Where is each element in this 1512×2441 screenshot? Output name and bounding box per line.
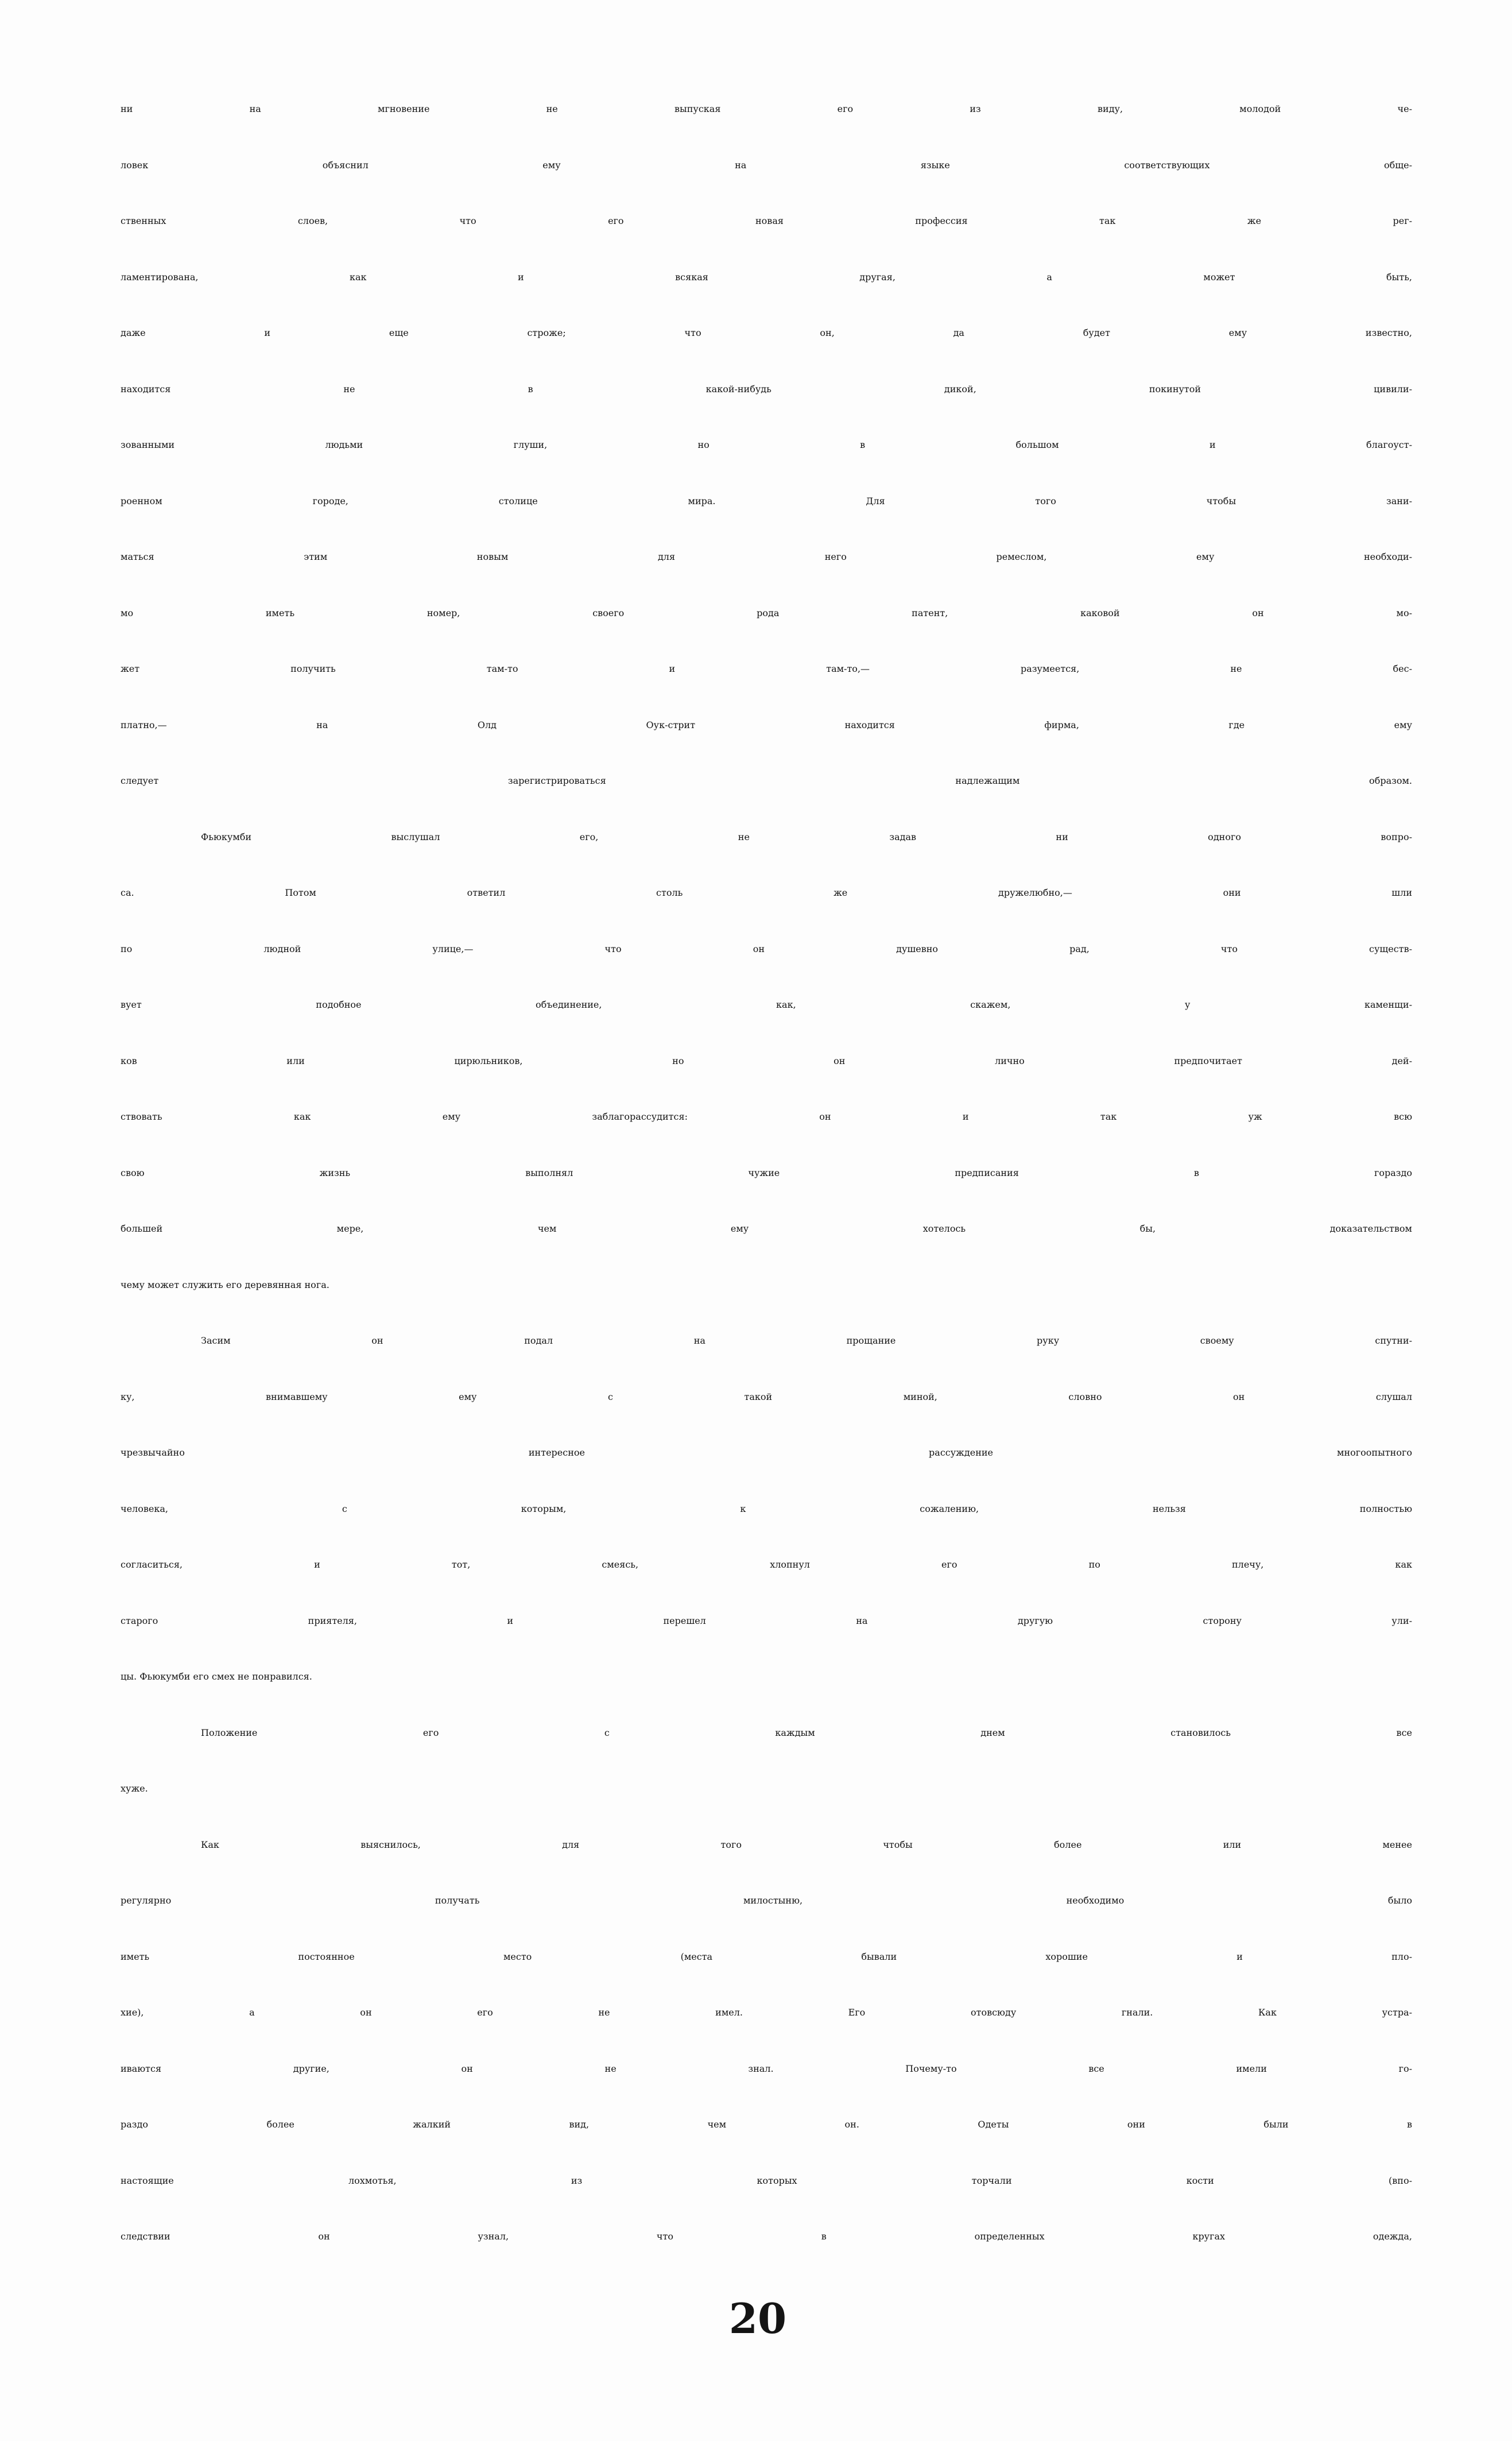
- text-line: свою жизнь выполнял чужие предписания в гораздо: [121, 1167, 1412, 1178]
- text-line: человека, с которым, к сожалению, нельзя полностью: [121, 1503, 1412, 1514]
- paragraph: [121, 1335, 1412, 1727]
- text-line: ствовать как ему заблагорассудится: он и так уж всю: [121, 1111, 1412, 1122]
- text-line: регулярно получать милостыню, необходимо было: [121, 1895, 1412, 1906]
- text-line: чрезвычайно интересное рассуждение многоопытного: [121, 1447, 1412, 1458]
- text-line: вует подобное объединение, как, скажем, у каменщи-: [121, 999, 1412, 1010]
- text-line: платно,— на Олд Оук-стрит находится фирма, где ему: [121, 719, 1412, 730]
- paragraph: [121, 1727, 1412, 1839]
- body-text: [121, 103, 1412, 2287]
- text-line: согласиться, и тот, смеясь, хлопнул его по плечу, как: [121, 1559, 1412, 1570]
- text-line: Как выяснилось, для того чтобы более или менее: [201, 1839, 1412, 1850]
- paragraph: [121, 831, 1412, 1336]
- text-line: ловек объяснил ему на языке соответствующих обще-: [121, 159, 1412, 171]
- page-number: 20: [728, 2294, 787, 2343]
- text-line: зованными людьми глуши, но в большом и благоуст-: [121, 439, 1412, 450]
- text-line: следует зарегистрироваться надлежащим образом.: [121, 775, 1412, 786]
- text-line: старого приятеля, и перешел на другую сторону ули-: [121, 1615, 1412, 1626]
- paragraph: [121, 103, 1412, 831]
- paragraph: [121, 1839, 1412, 2287]
- text-line: ку, внимавшему ему с такой миной, словно он слушал: [121, 1391, 1412, 1402]
- text-line: Фьюкумби выслушал его, не задав ни одного вопро-: [201, 831, 1412, 842]
- text-line: ков или цирюльников, но он лично предпочитает дей-: [121, 1055, 1412, 1066]
- text-line: раздо более жалкий вид, чем он. Одеты они были в: [121, 2119, 1412, 2130]
- text-line: маться этим новым для него ремеслом, ему необходи-: [121, 551, 1412, 562]
- text-line: хуже.: [121, 1783, 148, 1794]
- text-line: цы. Фьюкумби его смех не понравился.: [121, 1671, 312, 1682]
- text-line: роенном городе, столице мира. Для того чтобы зани-: [121, 495, 1412, 506]
- text-line: Положение его с каждым днем становилось все: [201, 1727, 1412, 1738]
- text-line: хие), а он его не имел. Его отовсюду гнали. Как устра-: [121, 2007, 1412, 2018]
- text-line: по людной улице,— что он душевно рад, что существ-: [121, 943, 1412, 954]
- text-line: чему может служить его деревянная нога.: [121, 1279, 329, 1290]
- text-line: са. Потом ответил столь же дружелюбно,— они шли: [121, 887, 1412, 898]
- text-line: Засим он подал на прощание руку своему спутни-: [201, 1335, 1412, 1346]
- text-line: мо иметь номер, своего рода патент, каковой он мо-: [121, 607, 1412, 618]
- text-line: ственных слоев, что его новая профессия так же рег-: [121, 215, 1412, 226]
- text-line: ни на мгновение не выпуская его из виду, молодой че-: [121, 103, 1412, 114]
- text-line: настоящие лохмотья, из которых торчали кости (впо-: [121, 2175, 1412, 2186]
- text-line: находится не в какой-нибудь дикой, покинутой цивили-: [121, 383, 1412, 394]
- text-line: ламентирована, как и всякая другая, а может быть,: [121, 271, 1412, 283]
- text-line: даже и еще строже; что он, да будет ему известно,: [121, 327, 1412, 338]
- text-line: иваются другие, он не знал. Почему-то все имели го-: [121, 2063, 1412, 2074]
- text-line: большей мере, чем ему хотелось бы, доказательством: [121, 1223, 1412, 1234]
- text-line: следствии он узнал, что в определенных кругах одежда,: [121, 2231, 1412, 2242]
- text-line: иметь постоянное место (места бывали хорошие и пло-: [121, 1951, 1412, 1962]
- text-line: жет получить там-то и там-то,— разумеется, не бес-: [121, 663, 1412, 674]
